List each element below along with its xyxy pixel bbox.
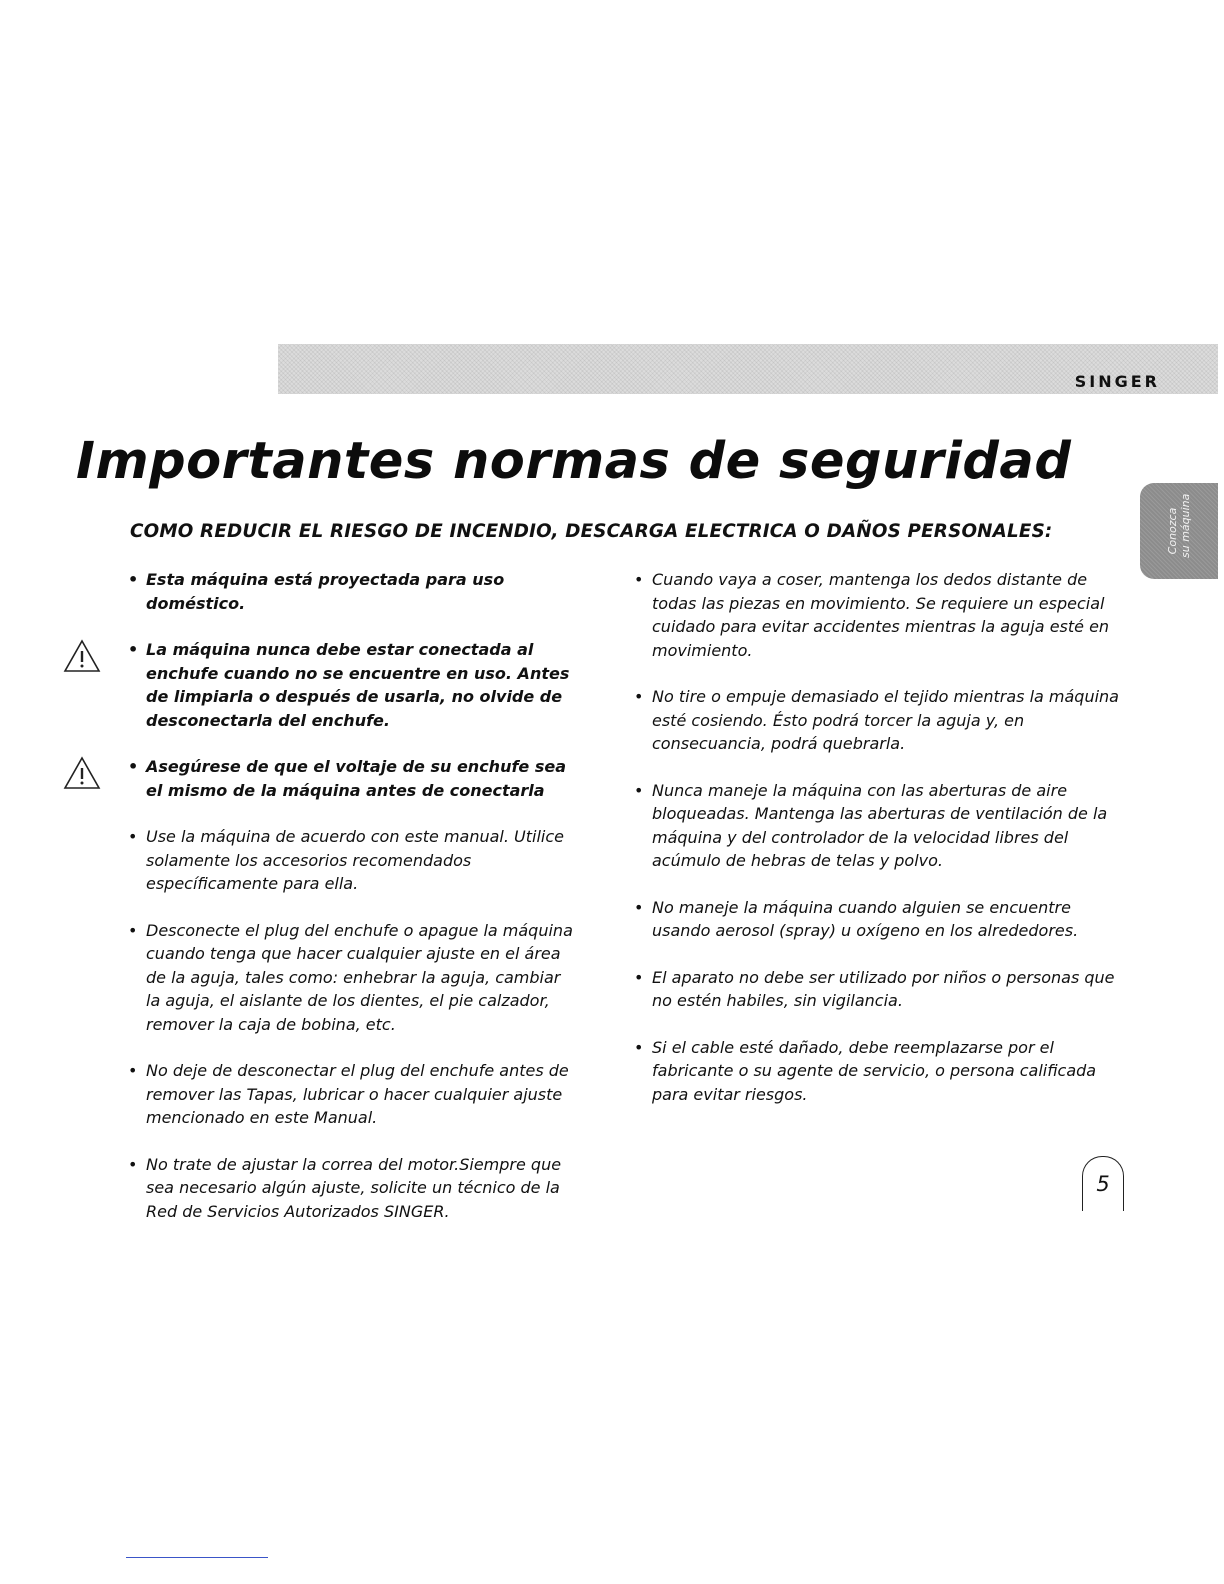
safety-rule-item	[634, 779, 1124, 873]
bullet-icon: •	[634, 967, 644, 987]
bullet-icon: •	[128, 570, 139, 589]
brand-name: SINGER	[1074, 372, 1160, 391]
brand-header-bar	[278, 344, 1218, 394]
section-tab-line1: Conozca	[1166, 507, 1179, 555]
section-tab-line2: su máquina	[1179, 493, 1192, 558]
safety-rule-text: Si el cable esté dañado, debe reemplazarse por el fabricante o su agente de servicio, o persona calificada para evitar riesgos.	[652, 1037, 1097, 1104]
safety-rule-text: Nunca maneje la máquina con las aberturas de aire bloqueadas. Mantenga las aberturas de ventilación de la máquina y del controlador de la velocidad libres del acúmulo de hebras de telas y polvo.	[652, 780, 1108, 870]
section-tab-label	[1166, 493, 1192, 558]
safety-rule-item	[634, 1036, 1124, 1107]
right-column	[634, 568, 1124, 1129]
bullet-icon: •	[634, 1037, 644, 1057]
bullet-icon: •	[634, 780, 644, 800]
page-subtitle: COMO REDUCIR EL RIESGO DE INCENDIO, DESCARGA ELECTRICA O DAÑOS PERSONALES:	[130, 521, 1053, 542]
warning-triangle-icon	[62, 638, 102, 674]
section-tab[interactable]	[1140, 483, 1218, 579]
safety-rule-item	[634, 896, 1124, 943]
safety-rule-text: La máquina nunca debe estar conectada al enchufe cuando no se encuentre en uso. Antes de limpiarla o después de usarla, no olvide de desconectarla del enchufe.	[146, 640, 570, 730]
safety-rule-item	[128, 1059, 578, 1130]
safety-rule-text: Asegúrese de que el voltaje de su enchufe sea el mismo de la máquina antes de conectarla	[146, 757, 567, 800]
page-title: Importantes normas de seguridad	[76, 432, 1072, 491]
bullet-icon: •	[128, 757, 139, 776]
bullet-icon: •	[634, 570, 644, 589]
safety-rule-text: No trate de ajustar la correa del motor.Siempre que sea necesario algún ajuste, solicite un técnico de la Red de Servicios Autorizados SINGER.	[146, 1154, 562, 1221]
safety-rule-item	[128, 568, 578, 615]
safety-rule-text: Esta máquina está proyectada para uso doméstico.	[146, 570, 505, 613]
footer-rule	[126, 1557, 268, 1558]
safety-rule-text: El aparato no debe ser utilizado por niños o personas que no estén habiles, sin vigilancia.	[652, 967, 1115, 1010]
safety-rule-text: Use la máquina de acuerdo con este manual. Utilice solamente los accesorios recomendados específicamente para ella.	[146, 827, 565, 893]
left-column	[128, 568, 578, 1246]
bullet-icon: •	[128, 920, 138, 940]
safety-rule-text: No deje de desconectar el plug del enchufe antes de remover las Tapas, lubricar o hacer cualquier ajuste mencionado en este Manual.	[146, 1061, 569, 1127]
safety-rule-item	[128, 638, 578, 732]
page-number: 5	[1096, 1172, 1110, 1196]
bullet-icon: •	[128, 827, 138, 846]
safety-rule-item	[128, 755, 578, 802]
safety-rule-text: No maneje la máquina cuando alguien se encuentre usando aerosol (spray) u oxígeno en los alrededores.	[652, 897, 1079, 940]
safety-rule-text: Cuando vaya a coser, mantenga los dedos distante de todas las piezas en movimiento. Se requiere un especial cuidado para evitar accidentes mientras la aguja esté en movimiento.	[652, 570, 1110, 660]
bullet-icon: •	[634, 687, 644, 706]
safety-rule-item	[128, 919, 578, 1037]
warning-triangle-icon	[62, 755, 102, 791]
bullet-icon: •	[634, 897, 644, 917]
bullet-icon: •	[128, 1061, 138, 1080]
safety-rule-item	[128, 1153, 578, 1224]
bullet-icon: •	[128, 640, 139, 659]
safety-rule-item	[128, 825, 578, 896]
safety-rule-text: Desconecte el plug del enchufe o apague la máquina cuando tenga que hacer cualquier ajuste en el área de la aguja, tales como: enhebrar la aguja, cambiar la aguja, el aislante de los dientes, el pie calzador, remover la caja de bobina, etc.	[146, 920, 573, 1034]
page-number-badge	[1082, 1156, 1124, 1211]
bullet-icon: •	[128, 1154, 138, 1174]
safety-rule-item	[634, 685, 1124, 756]
safety-rule-item	[634, 568, 1124, 662]
safety-rule-item	[634, 966, 1124, 1013]
safety-rule-text: No tire o empuje demasiado el tejido mientras la máquina esté cosiendo. Ésto podrá torcer la aguja y, en consecuancia, podrá quebrarla.	[652, 687, 1119, 753]
